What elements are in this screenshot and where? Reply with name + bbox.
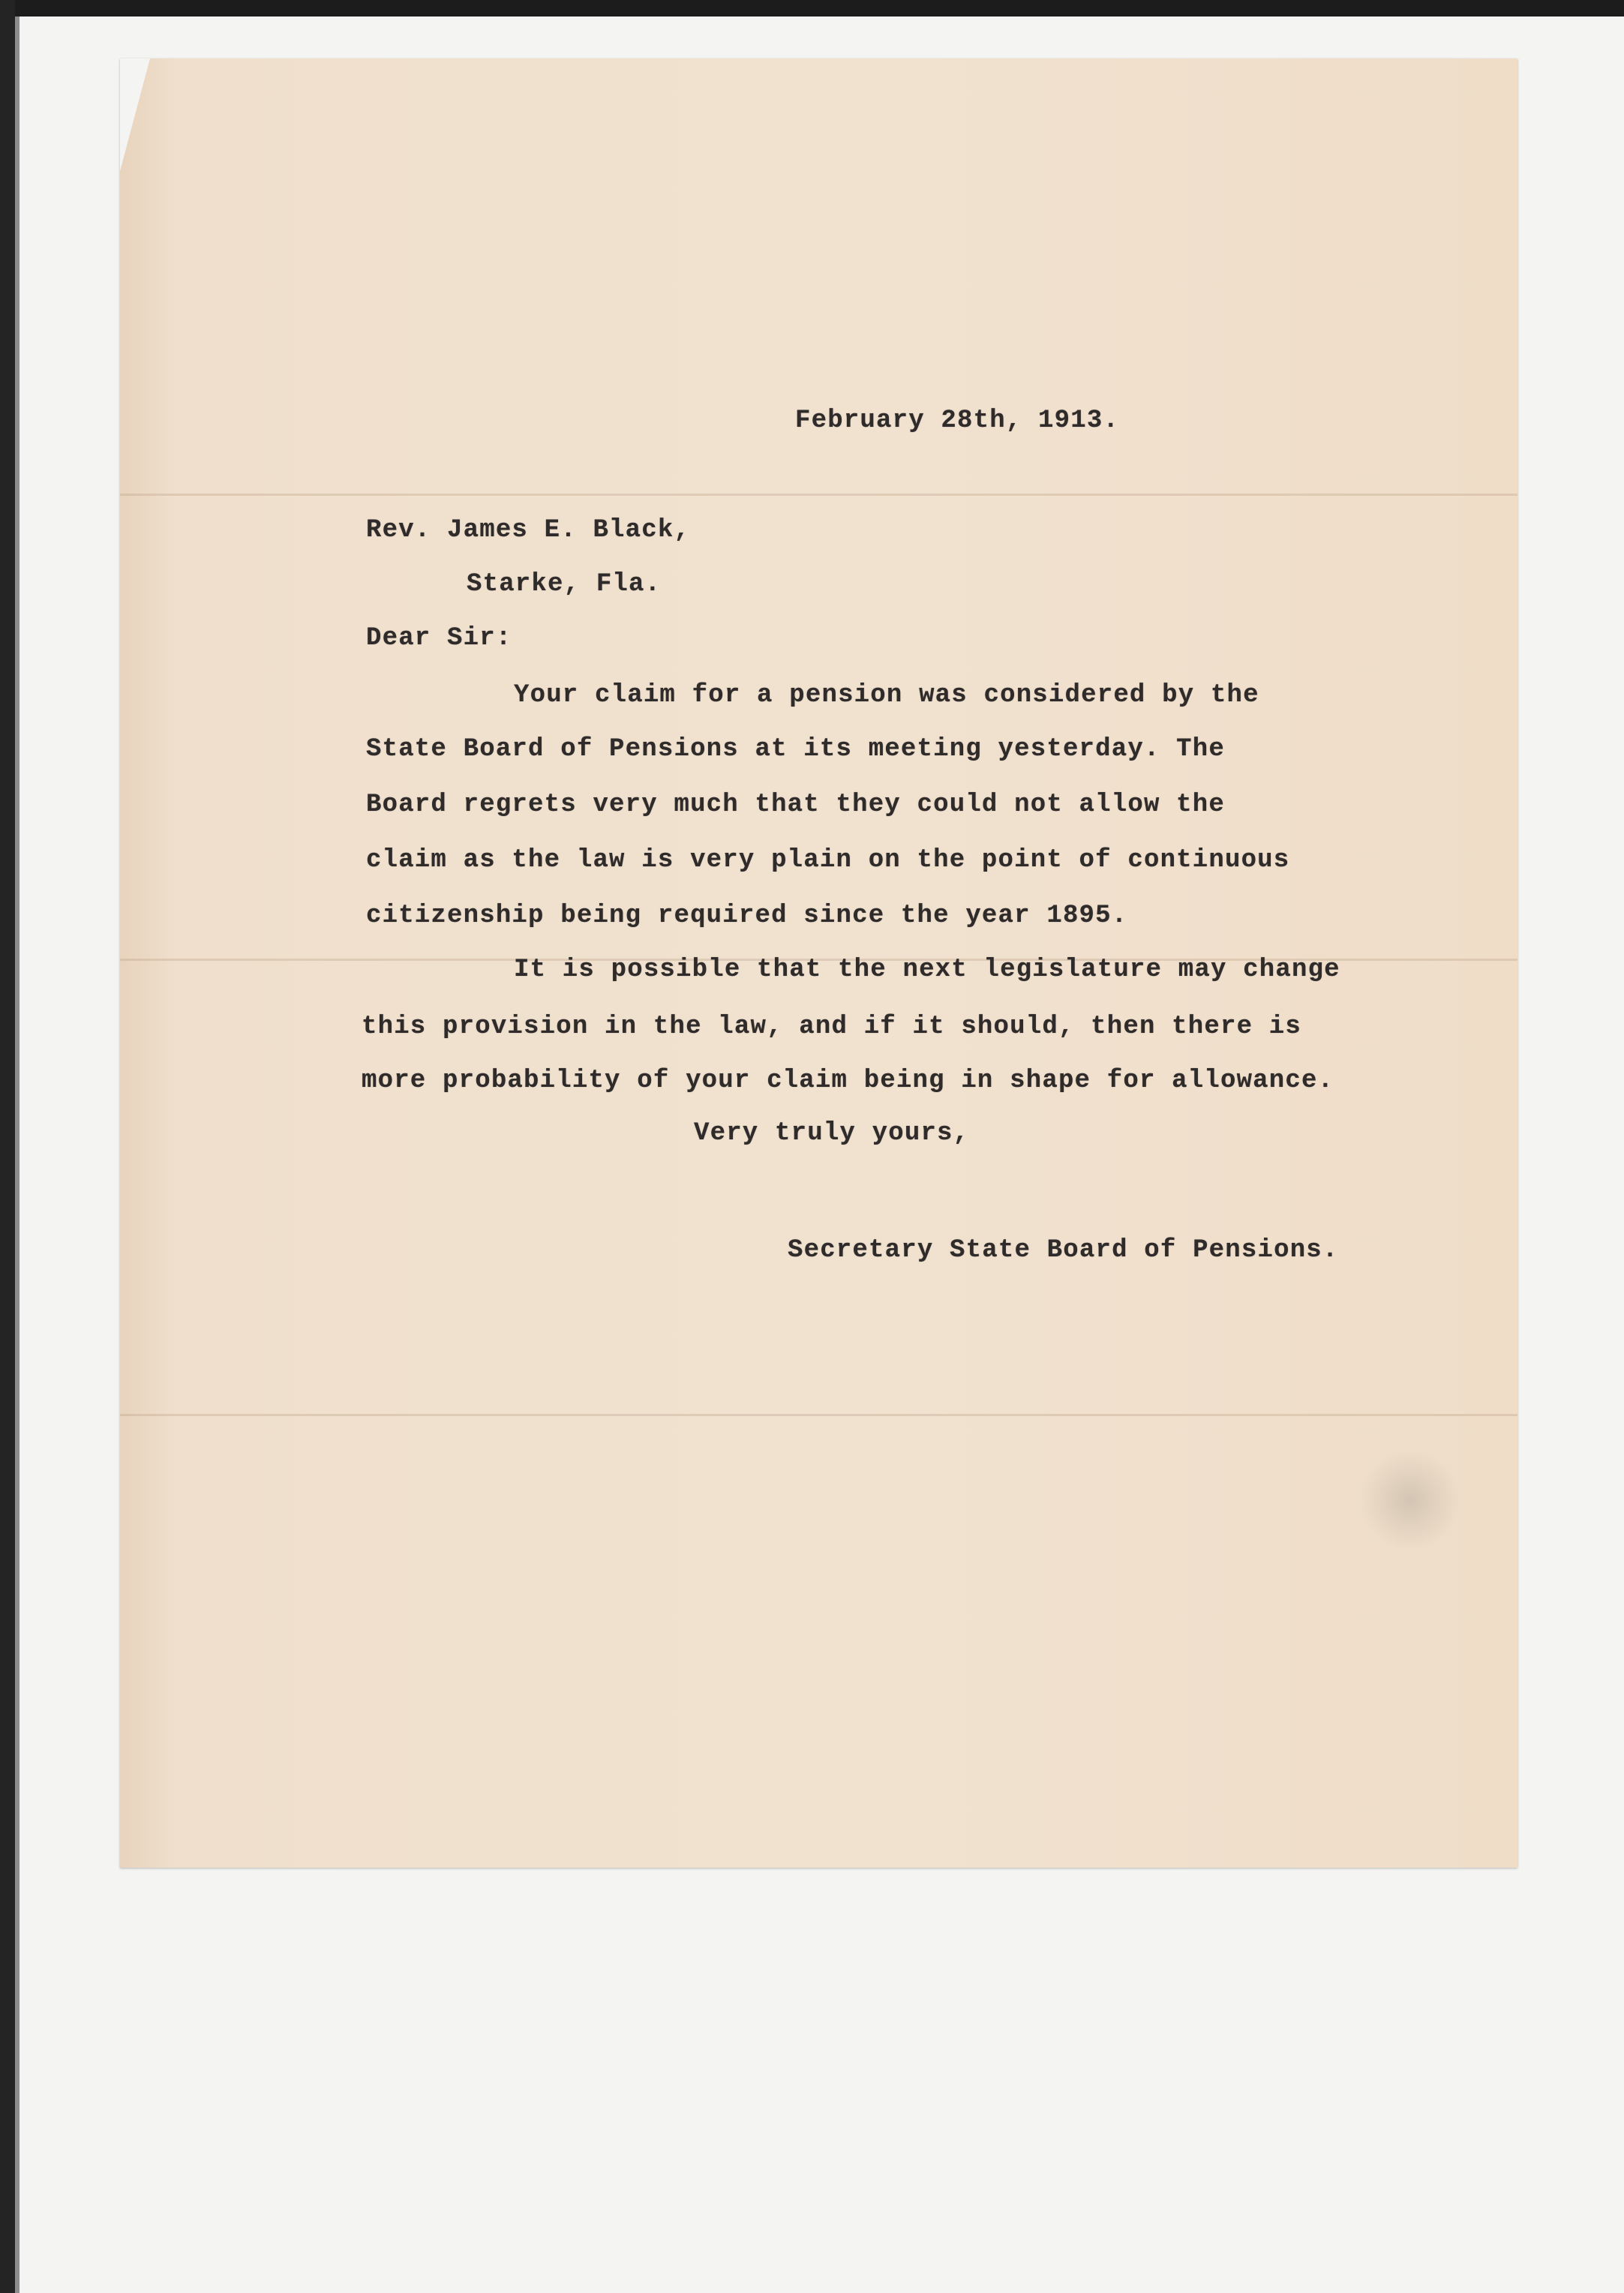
recipient-address: Starke, Fla. — [467, 570, 662, 599]
recipient-name: Rev. James E. Black, — [366, 516, 691, 545]
body-line: claim as the law is very plain on the point of continuous — [366, 846, 1290, 875]
scanner-edge-left — [0, 0, 15, 2293]
body-line: this provision in the law, and if it should, then there is — [362, 1013, 1301, 1041]
letter-date: February 28th, 1913. — [795, 407, 1120, 435]
body-line: more probability of your claim being in shape for allowance. — [362, 1067, 1334, 1095]
paper-smudge — [1361, 1448, 1459, 1553]
body-line: It is possible that the next legislature may change — [514, 956, 1340, 984]
scanner-edge-left-inner — [15, 17, 20, 2293]
body-line: Your claim for a pension was considered by the — [514, 681, 1259, 710]
body-line: State Board of Pensions at its meeting yesterday. The — [366, 735, 1225, 764]
body-line: citizenship being required since the year 1895. — [366, 902, 1128, 930]
scanner-edge-top — [0, 0, 1624, 17]
signature-title: Secretary State Board of Pensions. — [788, 1236, 1339, 1265]
sheet-torn-corner — [120, 59, 150, 171]
paper-fold-line — [120, 494, 1517, 496]
paper-fold-line — [120, 1414, 1517, 1416]
closing: Very truly yours, — [694, 1119, 970, 1148]
body-line: Board regrets very much that they could not allow the — [366, 791, 1225, 819]
salutation: Dear Sir: — [366, 624, 512, 653]
